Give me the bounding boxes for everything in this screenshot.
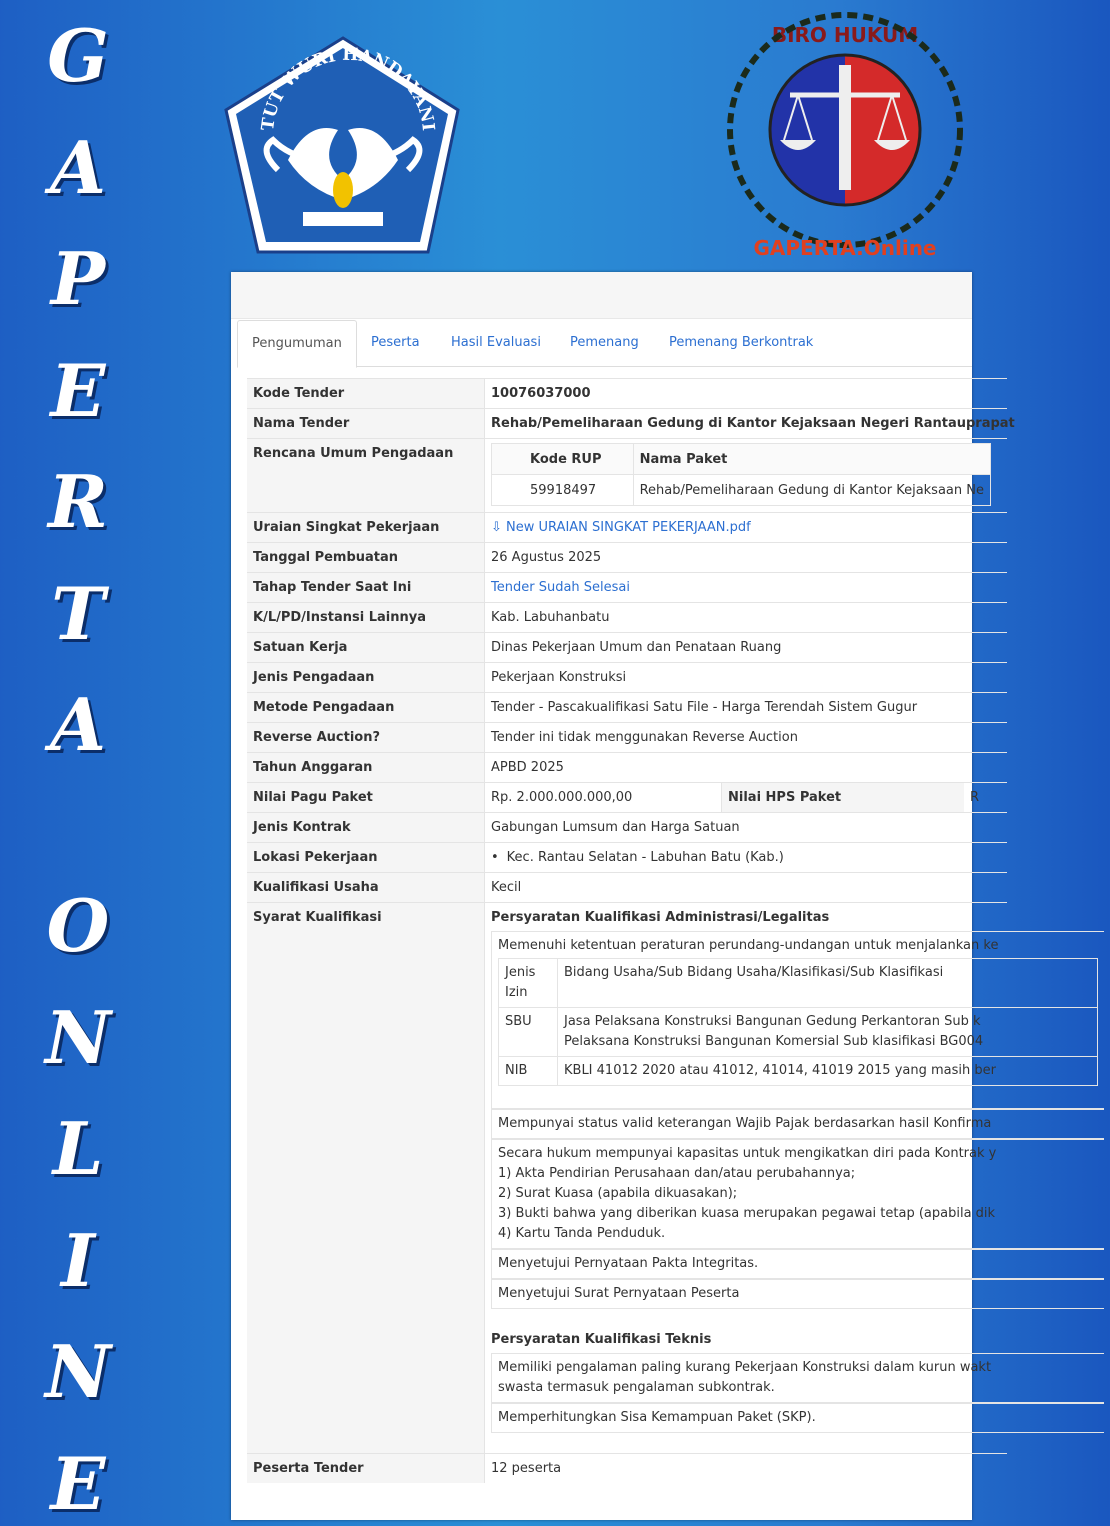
row-kode-tender (247, 378, 1007, 408)
row-kontrak (247, 812, 1007, 842)
row-reverse (247, 722, 1007, 752)
field-label: Tahun Anggaran (247, 753, 485, 782)
tender-panel (231, 272, 1015, 1520)
admin-intro: Memenuhi ketentuan peraturan perundang-undangan untuk menjalankan ke (498, 938, 999, 953)
peserta-value: 12 peserta (491, 1461, 562, 1476)
field-label: Peserta Tender (247, 1454, 485, 1483)
vertical-title (18, 13, 138, 1526)
title-letter: N (45, 994, 111, 1080)
rup-kode: 59918497 (492, 475, 634, 506)
metode-value: Tender - Pascakualifikasi Satu File - Harga Terendah Sistem Gugur (491, 700, 918, 715)
izin-head-bidang: Bidang Usaha/Sub Bidang Usaha/Klasifikasi/Sub Klasifikasi (558, 959, 1098, 1008)
row-kualifikasi (247, 872, 1007, 902)
row-tanggal (247, 542, 1007, 572)
admin-requirement-box (491, 931, 1104, 1109)
field-label: Nilai Pagu Paket (247, 783, 485, 812)
field-label: Kualifikasi Usaha (247, 873, 485, 902)
field-label: Lokasi Pekerjaan (247, 843, 485, 872)
field-label: Satuan Kerja (247, 633, 485, 662)
izin-table (498, 958, 1098, 1086)
title-letter: T (51, 570, 105, 656)
hukum-item: 3) Bukti bahwa yang diberikan kuasa merupakan pegawai tetap (apabila dik (498, 1206, 996, 1221)
row-syarat (247, 902, 1007, 1453)
title-letter: A (50, 124, 106, 210)
field-label: Jenis Kontrak (247, 813, 485, 842)
field-label: Tanggal Pembuatan (247, 543, 485, 572)
field-label: Kode Tender (247, 379, 485, 408)
instansi-value: Kab. Labuhanbatu (491, 610, 610, 625)
tut-wuri-handayani-logo (218, 30, 468, 265)
title-letter: E (50, 1440, 106, 1526)
rup-col-nama: Nama Paket (633, 444, 990, 475)
title-letter: O (46, 883, 110, 969)
tab-hasil-evaluasi[interactable]: Hasil Evaluasi (451, 335, 541, 350)
title-letter: L (52, 1106, 104, 1192)
uraian-pdf-link[interactable]: New URAIAN SINGKAT PEKERJAAN.pdf (506, 520, 751, 535)
row-rup (247, 438, 1007, 512)
tender-detail-table (247, 378, 1015, 1483)
svg-text:TUT WURI HANDAYANI: TUT WURI HANDAYANI (257, 44, 438, 132)
surat-requirement: Menyetujui Surat Pernyataan Peserta (491, 1279, 1104, 1309)
satuan-value: Dinas Pekerjaan Umum dan Penataan Ruang (491, 640, 782, 655)
lokasi-item: • Kec. Rantau Selatan - Labuhan Batu (Kab.) (491, 850, 784, 865)
izin-jenis: NIB (499, 1057, 558, 1086)
rup-table (491, 443, 991, 506)
rup-col-kode: Kode RUP (492, 444, 634, 475)
tab-pengumuman[interactable]: Pengumuman (237, 320, 357, 368)
field-label: Rencana Umum Pengadaan (247, 439, 485, 512)
admin-section-title: Persyaratan Kualifikasi Administrasi/Legalitas (491, 910, 830, 925)
tab-bar (237, 320, 972, 367)
title-letter: P (50, 236, 106, 322)
title-letter: E (50, 347, 106, 433)
hukum-item: 4) Kartu Tanda Penduduk. (498, 1226, 666, 1241)
izin-detail: KBLI 41012 2020 atau 41012, 41014, 41019 2015 yang masih ber (558, 1057, 1098, 1086)
svg-text:BIRO HUKUM: BIRO HUKUM (771, 23, 919, 47)
title-letter: R (48, 459, 108, 545)
pajak-requirement: Mempunyai status valid keterangan Wajib Pajak berdasarkan hasil Konfirma (491, 1109, 1104, 1139)
kontrak-value: Gabungan Lumsum dan Harga Satuan (491, 820, 740, 835)
izin-head-jenis: Jenis Izin (499, 959, 558, 1008)
field-label: Uraian Singkat Pekerjaan (247, 513, 485, 542)
skp-requirement: Memperhitungkan Sisa Kemampuan Paket (SKP). (491, 1403, 1104, 1433)
row-nama-tender (247, 408, 1015, 438)
izin-detail: Jasa Pelaksana Konstruksi Bangunan Gedung Perkantoran Sub k Pelaksana Konstruksi Bangunan Komersial Sub klasifikasi BG004 (558, 1008, 1098, 1057)
row-jenis-pengadaan (247, 662, 1007, 692)
tahun-value: APBD 2025 (491, 760, 564, 775)
izin-jenis: SBU (499, 1008, 558, 1057)
tab-pemenang-berkontrak[interactable]: Pemenang Berkontrak (669, 335, 814, 350)
pakta-requirement: Menyetujui Pernyataan Pakta Integritas. (491, 1249, 1104, 1279)
biro-hukum-logo (720, 10, 970, 270)
teknis-line: swasta termasuk pengalaman subkontrak. (498, 1380, 775, 1395)
title-letter: G (47, 13, 109, 98)
teknis-section-title: Persyaratan Kualifikasi Teknis (491, 1332, 712, 1347)
row-tahap (247, 572, 1007, 602)
tanggal-value: 26 Agustus 2025 (491, 550, 602, 565)
rup-value (485, 439, 1007, 512)
hukum-item: 1) Akta Pendirian Perusahaan dan/atau perubahannya; (498, 1166, 856, 1181)
title-letter: N (45, 1329, 111, 1415)
uraian-value (485, 513, 1007, 542)
jenis-pengadaan-value: Pekerjaan Konstruksi (491, 670, 627, 685)
svg-text:GAPERTA.Online: GAPERTA.Online (753, 236, 937, 260)
title-letter: I (61, 1217, 95, 1303)
row-peserta (247, 1453, 1007, 1483)
field-label: Syarat Kualifikasi (247, 903, 485, 1453)
title-letter: A (50, 682, 106, 768)
hukum-requirement (491, 1139, 1104, 1249)
syarat-value (485, 903, 1110, 1453)
field-label: Nama Tender (247, 409, 485, 438)
tab-pemenang[interactable]: Pemenang (570, 335, 639, 350)
row-pagu (247, 782, 1007, 812)
pagu-amount: Rp. 2.000.000.000,00 (491, 790, 633, 805)
download-icon: ⇩ (491, 520, 502, 535)
reverse-value: Tender ini tidak menggunakan Reverse Auction (491, 730, 798, 745)
pagu-value (485, 783, 1007, 812)
teknis-requirement (491, 1353, 1104, 1403)
kode-tender-value: 10076037000 (491, 386, 591, 401)
field-label: Metode Pengadaan (247, 693, 485, 722)
row-satuan (247, 632, 1007, 662)
field-label: Reverse Auction? (247, 723, 485, 752)
hukum-item: 2) Surat Kuasa (apabila dikuasakan); (498, 1186, 738, 1201)
kualifikasi-value: Kecil (491, 880, 522, 895)
row-uraian (247, 512, 1007, 542)
row-metode (247, 692, 1007, 722)
field-label: Tahap Tender Saat Ini (247, 573, 485, 602)
row-lokasi (247, 842, 1007, 872)
nama-tender-value: Rehab/Pemeliharaan Gedung di Kantor Kejaksaan Negeri Rantauprapat (491, 416, 1015, 431)
field-label: K/L/PD/Instansi Lainnya (247, 603, 485, 632)
hps-value: R (970, 790, 980, 805)
hukum-intro: Secara hukum mempunyai kapasitas untuk mengikatkan diri pada Kontrak y (498, 1146, 997, 1161)
tahap-link[interactable]: Tender Sudah Selesai (491, 580, 630, 595)
tab-peserta[interactable]: Peserta (371, 335, 420, 350)
hps-label: Nilai HPS Paket (721, 783, 964, 812)
rup-nama: Rehab/Pemeliharaan Gedung di Kantor Kejaksaan Ne (633, 475, 990, 506)
teknis-line: Memiliki pengalaman paling kurang Pekerjaan Konstruksi dalam kurun wakt (498, 1360, 992, 1375)
field-label: Jenis Pengadaan (247, 663, 485, 692)
row-instansi (247, 602, 1007, 632)
row-tahun (247, 752, 1007, 782)
